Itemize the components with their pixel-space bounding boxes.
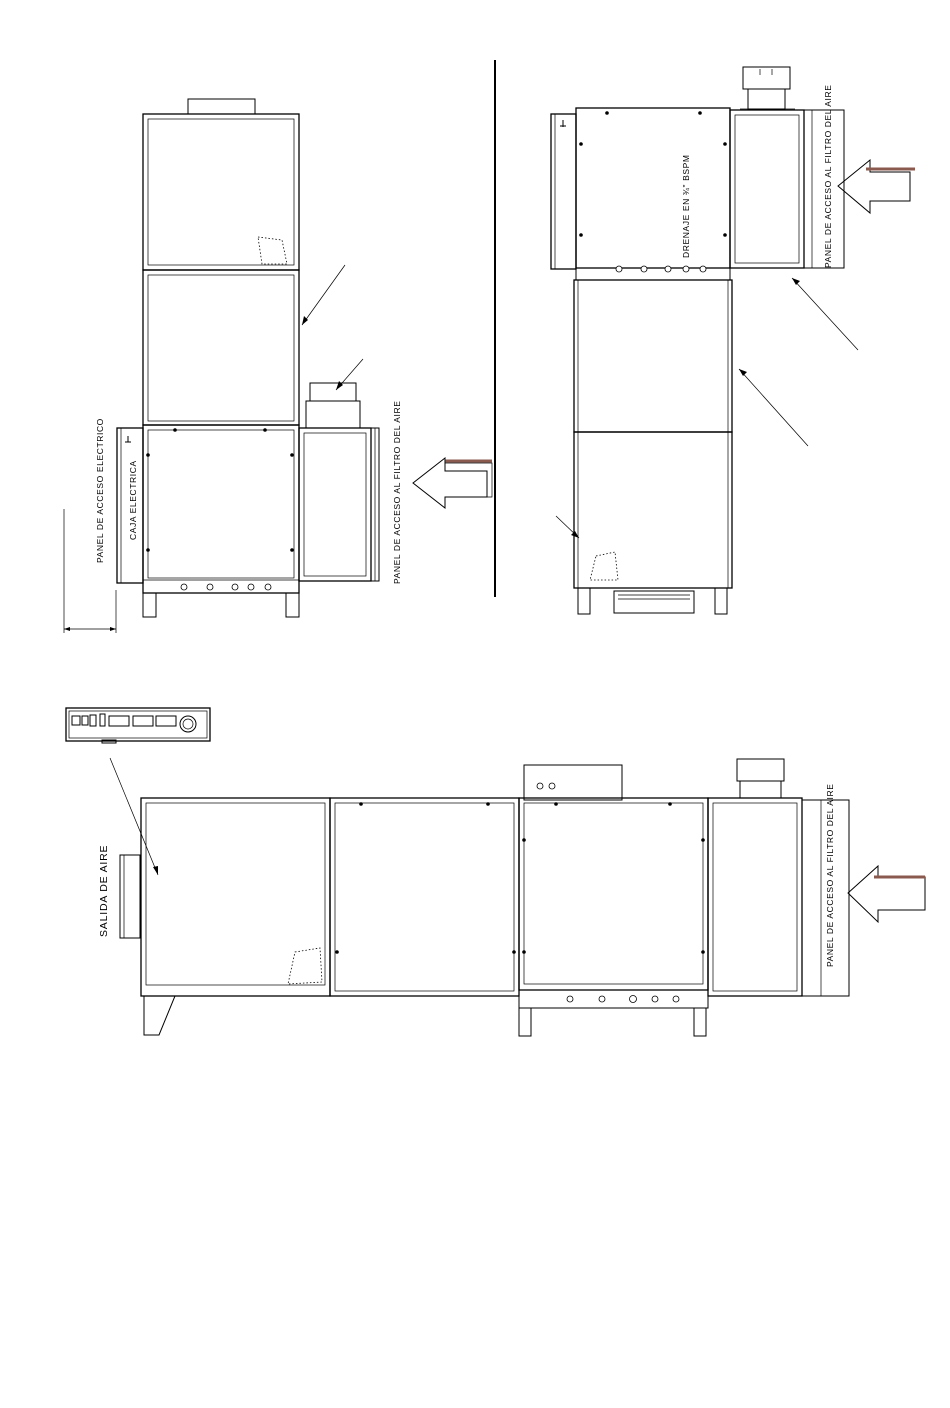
leader-arrow xyxy=(110,758,158,875)
control-panel-detail xyxy=(66,708,210,743)
top-collar xyxy=(188,99,255,114)
leg xyxy=(715,588,727,614)
top-box xyxy=(524,765,622,800)
lower-section xyxy=(143,425,299,593)
label-air-outlet: SALIDA DE AIRE xyxy=(98,844,110,937)
access-hatch xyxy=(258,237,287,264)
middle-section xyxy=(574,280,732,432)
leader-arrow xyxy=(739,369,808,446)
leg xyxy=(578,588,590,614)
middle-section xyxy=(143,270,299,425)
label-electric-box: CAJA ELECTRICA xyxy=(128,460,138,540)
vertical-unit-right-view xyxy=(551,67,915,614)
bottom-collar xyxy=(614,591,694,613)
access-hatch xyxy=(590,552,618,580)
base-holes xyxy=(181,584,271,590)
label-electric-access-panel: PANEL DE ACCESO ELECTRICO xyxy=(95,418,105,563)
filter-collar xyxy=(310,383,356,401)
filter-box xyxy=(299,428,371,581)
section-3 xyxy=(519,798,708,990)
air-outlet-collar xyxy=(120,855,140,938)
label-filter-access-panel: PANEL DE ACCESO AL FILTRO DEL AIRE xyxy=(823,84,833,268)
vertical-unit-left-view xyxy=(64,99,492,633)
label-drain: DRENAJE EN ¾" BSPM xyxy=(681,154,691,258)
base-holes xyxy=(616,266,706,272)
lower-section xyxy=(574,432,732,588)
leg xyxy=(286,593,299,617)
leg xyxy=(694,1008,706,1036)
airflow-arrow xyxy=(413,458,492,508)
leg xyxy=(144,996,175,1035)
leader-arrow xyxy=(302,265,345,325)
leg xyxy=(143,593,156,617)
top-collar xyxy=(743,67,790,89)
label-filter-access-panel: PANEL DE ACCESO AL FILTRO DEL AIRE xyxy=(825,783,835,967)
upper-section xyxy=(143,114,299,270)
filter-collar xyxy=(737,759,784,781)
base-holes xyxy=(567,996,679,1003)
leg xyxy=(519,1008,531,1036)
horizontal-unit-view xyxy=(66,708,925,1036)
section-1 xyxy=(141,798,330,996)
access-hatch xyxy=(288,948,322,984)
section-2 xyxy=(330,798,519,996)
airflow-arrow xyxy=(838,160,915,213)
filter-box xyxy=(708,798,802,996)
label-filter-access-panel: PANEL DE ACCESO AL FILTRO DEL AIRE xyxy=(392,400,402,584)
leader-arrow xyxy=(792,278,858,350)
airflow-arrow xyxy=(848,866,925,922)
upper-section xyxy=(576,108,730,268)
filter-box xyxy=(730,110,804,268)
